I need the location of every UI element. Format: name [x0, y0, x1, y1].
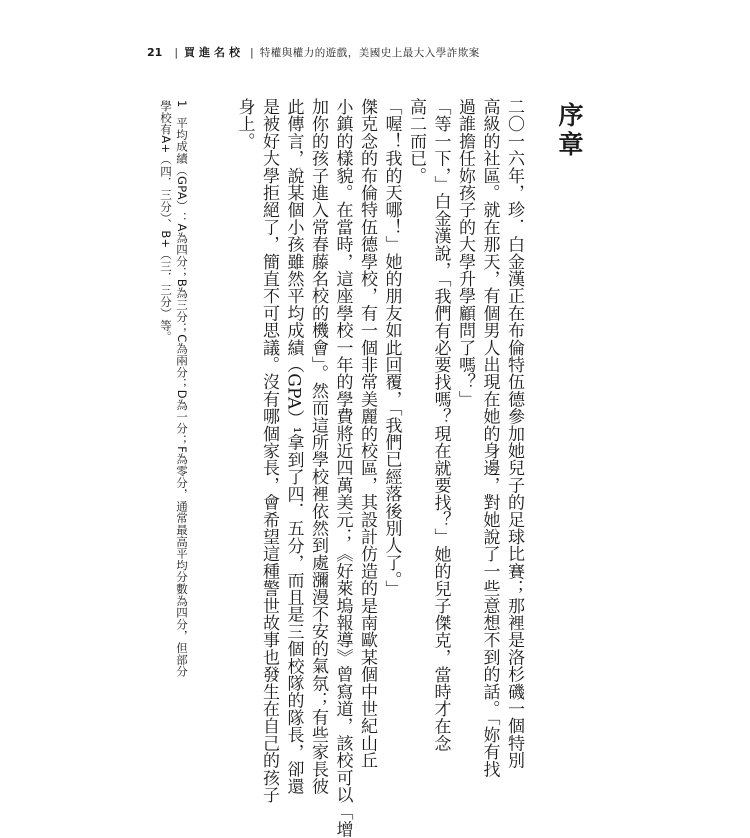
running-header [147, 41, 607, 63]
book-title: 買進名校 [184, 46, 245, 59]
body-line: 「喔！我的天哪！」她的朋友如此回覆，「我們已經落後別人了。」 [381, 98, 402, 597]
header-divider: | [250, 45, 254, 59]
body-line: 高級的社區。就在那天，有個男人出現在她的身邊，對她說了一些意想不到的話。「妳有找 [479, 98, 500, 778]
footnote-line: 學校有A+（四．三分）、B+（三．三分）等。 [159, 100, 173, 343]
chapter-title: 序章 [555, 102, 584, 160]
body-line: 二〇一六年，珍．白金漢正在布倫特伍德參加她兒子的足球比賽；那裡是洛杉磯一個特別 [504, 98, 524, 769]
body-line: 傑克念的布倫特伍德學校，有一個非常美麗的校區，其設計仿造的是南歐某個中世紀山丘 [357, 98, 377, 769]
footnote-line: 平均成績（GPA）：A為四分；B為三分；C為兩分；D為一分；F為零分，通常最高平均分數為四分，但部分 [175, 117, 189, 678]
book-subtitle: 特權與權力的遊戲，美國史上最大入學詐欺案 [259, 46, 480, 59]
body-line: 過誰擔任妳孩子的大學升學顧問了嗎？」 [455, 98, 475, 408]
header-divider: | [174, 45, 179, 59]
body-line: 是被好大學拒絕了，簡直不可思議。沒有哪個家長，會希望這種警世故事也發生在自己的孩子 [259, 98, 279, 804]
body-line: 身上。 [234, 98, 255, 150]
page-number: 21 [147, 45, 163, 59]
body-line: 此傳言，說某個小孩雖然平均成績（GPA）¹拿到了四．五分，而且是三個校隊的隊長，卻還 [283, 98, 304, 795]
footnote-marker: 1 [175, 100, 189, 108]
body-line: 小鎮的樣貌。在當時，這座學校一年的學費將近四萬美元；《好萊塢報導》曾寫道，該校可以「增 [332, 98, 353, 838]
body-line: 高二而已。 [406, 98, 426, 184]
body-line: 「等一下，」白金漢說，「我們有必要找嗎？現在就要找？」她的兒子傑克，當時才在念 [430, 98, 451, 752]
body-line: 加你的孩子進入常春藤名校的機會」。然而這所學校裡依然到處瀰漫不安的氣氛；有些家長彼 [308, 98, 328, 795]
